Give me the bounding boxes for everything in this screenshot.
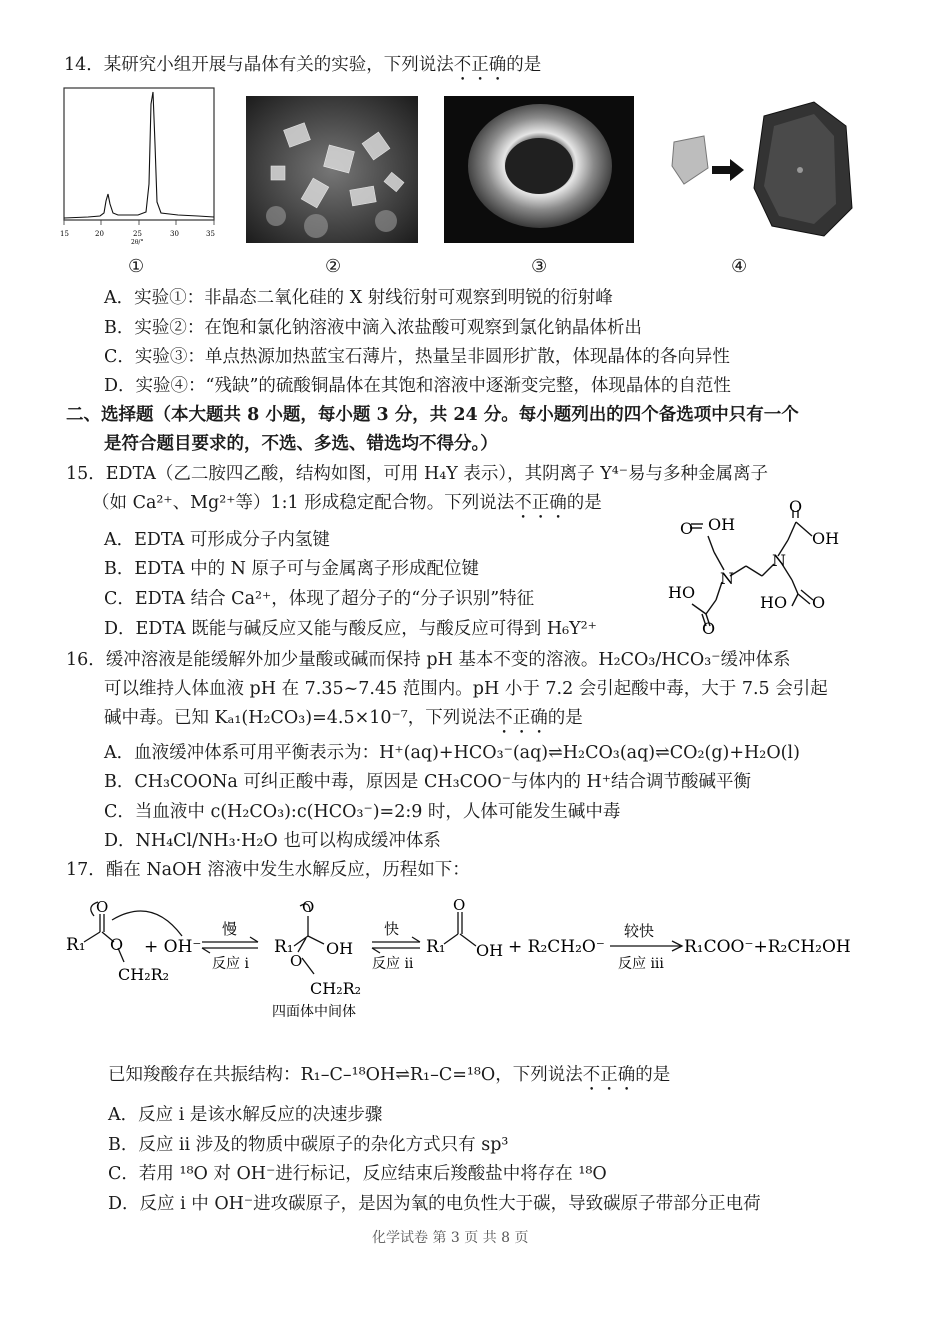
q16-option-b: B．CH₃COONa 可纠正酸中毒，原因是 CH₃COO⁻与体内的 H⁺结合调节酸碱平衡 <box>104 772 752 792</box>
scheme-text: 反应 iii <box>618 956 664 972</box>
edta-atom: O <box>812 593 826 612</box>
section-heading-2: 是符合题目要求的，不选、多选、错选均不得分。） <box>104 434 498 454</box>
nacl-crystal-photo <box>246 96 418 243</box>
q15-option-a: A．EDTA 可形成分子内氢键 <box>104 530 330 550</box>
q16-stem-1: 16．缓冲溶液是能缓解外加少量酸或碱而保持 pH 基本不变的溶液。H₂CO₃/HCO₃⁻缓冲体系 <box>66 650 791 670</box>
q16-option-d: D．NH₄Cl/NH₃·H₂O 也可以构成缓冲体系 <box>104 831 441 851</box>
section-heading: 二、选择题（本大题共 8 小题，每小题 3 分，共 24 分。每小题列出的四个备选项中只有一个 <box>66 405 799 425</box>
xrd-axis-label: 2θ/° <box>131 239 144 246</box>
q17-option-c: C．若用 ¹⁸O 对 OH⁻进行标记，反应结束后羧酸盐中将存在 ¹⁸O <box>108 1164 607 1184</box>
scheme-text: OH <box>476 941 504 960</box>
q16-option-a: A．血液缓冲体系可用平衡表示为：H⁺(aq)+HCO₃⁻(aq)⇌H₂CO₃(aq)⇌CO₂(g)+H₂O(l) <box>104 743 800 763</box>
edta-atom: N <box>772 551 786 570</box>
fig-label-1: ① <box>128 256 145 277</box>
q15-option-c: C．EDTA 结合 Ca²⁺，体现了超分子的“分子识别”特征 <box>104 589 535 609</box>
q16-stem-2: 可以维持人体血液 pH 在 7.35~7.45 范围内。pH 小于 7.2 会引起酸中毒，大于 7.5 会引起 <box>104 679 828 699</box>
edta-atom: HO <box>668 583 696 602</box>
scheme-text: 较快 <box>624 922 655 940</box>
q15-stem-2: （如 Ca²⁺、Mg²⁺等）1:1 形成稳定配合物。下列说法不正确的是 <box>92 493 602 513</box>
edta-atom: N <box>720 569 734 588</box>
scheme-text: O <box>453 896 466 914</box>
fig-label-3: ③ <box>531 256 548 277</box>
edta-atom: O <box>702 619 716 635</box>
xrd-tick: 35 <box>206 230 215 238</box>
scheme-text: R₁ <box>274 937 294 957</box>
q17-resonance: 已知羧酸存在共振结构：R₁–C–¹⁸OH⇌R₁–C=¹⁸O，下列说法不正确的是 <box>108 1065 671 1085</box>
edta-atom: O <box>789 500 803 516</box>
page-footer: 化学试卷 第 3 页 共 8 页 <box>372 1230 529 1246</box>
scheme-text: + OH⁻ <box>144 937 202 957</box>
scheme-text: O <box>290 952 303 970</box>
scheme-text: CH₂R₂ <box>118 965 170 984</box>
xrd-tick: 25 <box>133 230 142 238</box>
hydrolysis-scheme <box>62 890 892 1020</box>
scheme-text: O <box>302 898 315 916</box>
edta-atom: HO <box>760 593 788 612</box>
xrd-figure <box>58 84 224 246</box>
scheme-text: R₁ <box>66 935 86 955</box>
scheme-text: CH₂R₂ <box>310 979 362 998</box>
scheme-text: 反应 ii <box>372 956 414 972</box>
q14-option-b: B．实验②：在饱和氯化钠溶液中滴入浓盐酸可观察到氯化钠晶体析出 <box>104 318 642 338</box>
tetrahedral-intermediate-label: 四面体中间体 <box>272 1004 356 1020</box>
scheme-text: 反应 i <box>212 956 249 972</box>
q14-option-a: A．实验①：非晶态二氧化硅的 X 射线衍射可观察到明锐的衍射峰 <box>104 288 613 308</box>
sapphire-heating-photo <box>444 96 634 243</box>
scheme-text: O <box>96 898 109 916</box>
q17-option-b: B．反应 ii 涉及的物质中碳原子的杂化方式只有 sp³ <box>108 1135 509 1155</box>
scheme-text: R₁ <box>426 937 446 957</box>
xrd-tick: 15 <box>60 230 69 238</box>
xrd-tick: 20 <box>95 230 104 238</box>
scheme-text: O <box>110 935 124 954</box>
scheme-text: + R₂CH₂O⁻ <box>508 937 605 957</box>
xrd-tick: 30 <box>170 230 179 238</box>
q16-stem-3: 碱中毒。已知 Kₐ₁(H₂CO₃)=4.5×10⁻⁷，下列说法不正确的是 <box>104 708 583 728</box>
q17-stem: 17．酯在 NaOH 溶液中发生水解反应，历程如下： <box>66 860 470 880</box>
scheme-text: R₁COO⁻+R₂CH₂OH <box>684 937 851 957</box>
fig-label-2: ② <box>325 256 342 277</box>
scheme-text: OH <box>326 939 354 958</box>
edta-atom: OH <box>708 515 736 534</box>
edta-structure <box>662 500 852 635</box>
edta-atom: OH <box>812 529 840 548</box>
scheme-text: 快 <box>384 920 400 938</box>
edta-atom: O <box>680 519 694 538</box>
q15-stem-1: 15．EDTA（乙二胺四乙酸，结构如图，可用 H₄Y 表示），其阴离子 Y⁴⁻易与多种金属离子 <box>66 464 768 484</box>
fig-label-4: ④ <box>731 256 748 277</box>
q15-option-b: B．EDTA 中的 N 原子可与金属离子形成配位键 <box>104 559 480 579</box>
copper-sulfate-crystal-photo <box>664 96 854 243</box>
scheme-text: 慢 <box>222 920 238 938</box>
q17-option-a: A．反应 i 是该水解反应的决速步骤 <box>108 1105 383 1125</box>
q14-stem: 14．某研究小组开展与晶体有关的实验，下列说法不正确的是 <box>64 55 542 75</box>
arrow-right-icon <box>712 159 744 181</box>
q14-option-d: D．实验④：“残缺”的硫酸铜晶体在其饱和溶液中逐渐变完整，体现晶体的自范性 <box>104 376 731 396</box>
q16-option-c: C．当血液中 c(H₂CO₃):c(HCO₃⁻)=2:9 时，人体可能发生碱中毒 <box>104 802 621 822</box>
q14-option-c: C．实验③：单点热源加热蓝宝石薄片，热量呈非圆形扩散，体现晶体的各向异性 <box>104 347 730 367</box>
q15-option-d: D．EDTA 既能与碱反应又能与酸反应，与酸反应可得到 H₆Y²⁺ <box>104 619 597 639</box>
q17-option-d: D．反应 i 中 OH⁻进攻碳原子，是因为氧的电负性大于碳，导致碳原子带部分正电荷 <box>108 1194 761 1214</box>
